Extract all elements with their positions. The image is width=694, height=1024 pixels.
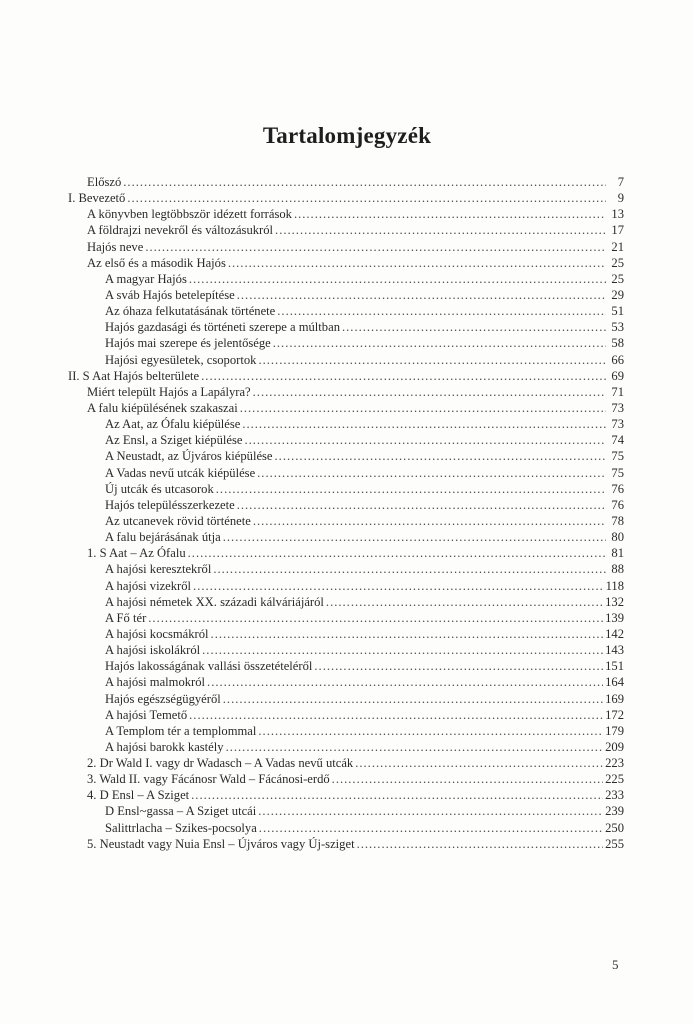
toc-entry: [68, 658, 624, 674]
toc-entry-title: Hajós neve: [87, 239, 144, 254]
dot-leader: [193, 578, 604, 594]
dot-leader: [355, 755, 603, 771]
toc-entry: [68, 723, 624, 739]
toc-entry-title: D Ensl~gassa – A Sziget utcái: [105, 804, 257, 819]
toc-entry-page: 17: [611, 223, 624, 238]
toc-entry-title: Miért települt Hajós a Lapályra?: [87, 384, 251, 399]
toc-entry-title: Hajós gazdasági és történeti szerepe a múltban: [105, 320, 340, 335]
toc-entry-page: 225: [605, 772, 624, 787]
dot-leader: [258, 352, 606, 368]
toc-entry: [68, 335, 624, 351]
toc-entry-page: 255: [605, 836, 624, 851]
dot-leader: [294, 206, 606, 222]
toc-entry: [68, 303, 624, 319]
toc-entry: [68, 626, 624, 642]
toc-entry: [68, 513, 624, 529]
toc-entry-page: 179: [605, 723, 624, 738]
toc-entry-title: A Neustadt, az Újváros kiépülése: [105, 449, 273, 464]
toc-entry-title: Előszó: [87, 175, 122, 189]
toc-entry: [68, 432, 624, 448]
toc-entry-title: A Vadas nevű utcák kiépülése: [105, 465, 256, 480]
toc-entry: [68, 481, 624, 497]
toc-entry-page: 151: [605, 659, 624, 674]
toc-entry-page: 13: [611, 207, 624, 222]
toc-entry: [68, 319, 624, 335]
toc-entry: [68, 803, 624, 819]
toc-entry-page: 80: [611, 530, 624, 545]
toc-entry-page: 7: [617, 175, 624, 189]
toc-entry-page: 76: [611, 497, 624, 512]
toc-entry-title: 1. S Aat – Az Ófalu: [87, 546, 186, 561]
toc-entry-title: 4. D Ensl – A Sziget: [87, 788, 190, 803]
dot-leader: [145, 239, 606, 255]
toc-entry-title: Hajós mai szerepe és jelentősége: [105, 336, 271, 351]
dot-leader: [202, 642, 603, 658]
toc-entry: [68, 174, 624, 190]
toc-entry-title: A Templom tér a templommal: [105, 723, 257, 738]
toc-entry: [68, 400, 624, 416]
toc-entry-title: A falu kiépülésének szakaszai: [87, 400, 238, 415]
toc-entry: [68, 836, 624, 852]
toc-entry: [68, 771, 624, 787]
toc-entry-page: 51: [611, 304, 624, 319]
toc-entry: [68, 755, 624, 771]
toc-entry: [68, 497, 624, 513]
toc-entry-title: Hajós egészségügyéről: [105, 691, 221, 706]
dot-leader: [258, 803, 603, 819]
dot-leader: [242, 416, 606, 432]
toc-entry-title: Az Ensl, a Sziget kiépülése: [105, 433, 243, 448]
dot-leader: [253, 384, 606, 400]
toc-entry: [68, 642, 624, 658]
toc-entry: [68, 561, 624, 577]
toc-entry-page: 132: [605, 594, 624, 609]
toc-entry-title: Hajósi egyesületek, csoportok: [105, 352, 257, 367]
dot-leader: [240, 400, 606, 416]
table-of-contents: [68, 174, 624, 852]
dot-leader: [257, 465, 606, 481]
toc-entry-page: 74: [611, 433, 624, 448]
dot-leader: [326, 594, 603, 610]
toc-entry-page: 143: [605, 643, 624, 658]
toc-entry-title: Új utcák és utcasorok: [105, 481, 214, 496]
toc-entry: [68, 529, 624, 545]
toc-entry-page: 81: [611, 546, 624, 561]
toc-entry-page: 139: [605, 610, 624, 625]
toc-entry: [68, 206, 624, 222]
toc-entry: [68, 820, 624, 836]
dot-leader: [314, 658, 603, 674]
toc-entry-title: II. S Aat Hajós belterülete: [68, 368, 200, 383]
toc-entry: [68, 545, 624, 561]
toc-entry-page: 73: [611, 400, 624, 415]
toc-entry-page: 25: [611, 255, 624, 270]
toc-entry-title: I. Bevezető: [68, 191, 126, 206]
dot-leader: [226, 739, 604, 755]
toc-entry-page: 172: [605, 707, 624, 722]
toc-entry-page: 233: [605, 788, 624, 803]
dot-leader: [223, 529, 606, 545]
toc-entry: [68, 707, 624, 723]
toc-entry-page: 9: [617, 191, 624, 206]
toc-entry-title: A hajósi kocsmákról: [105, 626, 209, 641]
dot-leader: [244, 432, 606, 448]
toc-entry-page: 250: [605, 820, 624, 835]
toc-entry: [68, 271, 624, 287]
toc-entry-title: Hajós településszerkezete: [105, 497, 235, 512]
dot-leader: [211, 626, 604, 642]
toc-entry-title: Az utcanevek rövid története: [105, 513, 251, 528]
toc-entry: [68, 578, 624, 594]
dot-leader: [127, 190, 606, 206]
toc-entry: [68, 691, 624, 707]
toc-entry-page: 164: [605, 675, 624, 690]
toc-entry-page: 169: [605, 691, 624, 706]
toc-entry: [68, 739, 624, 755]
dot-leader: [148, 610, 603, 626]
toc-entry-title: 5. Neustadt vagy Nuia Ensl – Újváros vagy Új-sziget: [87, 836, 355, 851]
toc-entry-page: 223: [605, 756, 624, 771]
dot-leader: [189, 271, 606, 287]
dot-leader: [216, 481, 606, 497]
toc-entry: [68, 610, 624, 626]
toc-entry: [68, 190, 624, 206]
dot-leader: [213, 561, 606, 577]
toc-entry-page: 71: [611, 384, 624, 399]
dot-leader: [228, 255, 606, 271]
toc-entry-title: A Fő tér: [105, 610, 147, 625]
toc-entry-page: 76: [611, 481, 624, 496]
toc-entry-title: A hajósi keresztekről: [105, 562, 212, 577]
toc-entry-page: 69: [611, 368, 624, 383]
toc-entry-title: A hajósi malmokról: [105, 675, 206, 690]
toc-entry: [68, 448, 624, 464]
toc-entry-title: Az óhaza felkutatásának története: [105, 304, 276, 319]
toc-entry-page: 209: [605, 739, 624, 754]
dot-leader: [188, 545, 606, 561]
toc-entry-title: A magyar Hajós: [105, 271, 187, 286]
toc-entry-page: 118: [605, 578, 624, 593]
dot-leader: [253, 513, 606, 529]
toc-entry-page: 25: [611, 271, 624, 286]
toc-entry-page: 75: [611, 449, 624, 464]
toc-entry-page: 66: [611, 352, 624, 367]
toc-entry: [68, 255, 624, 271]
dot-leader: [275, 448, 606, 464]
dot-leader: [258, 723, 603, 739]
toc-entry: [68, 368, 624, 384]
toc-entry-title: A könyvben legtöbbször idézett források: [87, 207, 292, 222]
toc-entry-page: 239: [605, 804, 624, 819]
toc-entry-page: 58: [611, 336, 624, 351]
toc-entry-page: 88: [611, 562, 624, 577]
toc-entry-title: A földrajzi nevekről és változásukról: [87, 223, 274, 238]
dot-leader: [223, 691, 603, 707]
toc-entry-title: A hajósi iskolákról: [105, 643, 201, 658]
dot-leader: [237, 287, 606, 303]
dot-leader: [357, 836, 604, 852]
toc-entry: [68, 416, 624, 432]
toc-entry: [68, 465, 624, 481]
dot-leader: [273, 335, 606, 351]
toc-entry: [68, 352, 624, 368]
toc-entry-title: Hajós lakosságának vallási összetételéről: [105, 659, 313, 674]
toc-entry-title: A hajósi barokk kastély: [105, 739, 224, 754]
toc-entry-title: A sváb Hajós betelepítése: [105, 287, 235, 302]
toc-entry-title: A falu bejárásának útja: [105, 530, 221, 545]
dot-leader: [275, 222, 606, 238]
toc-entry-title: A hajósi vizekről: [105, 578, 192, 593]
dot-leader: [277, 303, 606, 319]
dot-leader: [237, 497, 606, 513]
dot-leader: [332, 771, 603, 787]
toc-entry-title: A hajósi németek XX. századi kálváriájáról: [105, 594, 324, 609]
toc-entry-page: 73: [611, 417, 624, 432]
toc-entry-page: 75: [611, 465, 624, 480]
dot-leader: [259, 820, 603, 836]
dot-leader: [201, 368, 606, 384]
toc-entry-title: 3. Wald II. vagy Fácánosr Wald – Fácánosi-erdő: [87, 772, 330, 787]
dot-leader: [189, 707, 603, 723]
dot-leader: [191, 787, 603, 803]
toc-entry-page: 78: [611, 513, 624, 528]
toc-entry-title: Salittrlacha – Szikes-pocsolya: [105, 820, 257, 835]
dot-leader: [123, 174, 606, 190]
toc-entry: [68, 674, 624, 690]
toc-entry-page: 142: [605, 626, 624, 641]
toc-entry: [68, 239, 624, 255]
toc-entry-title: Az első és a második Hajós: [87, 255, 226, 270]
toc-entry: [68, 384, 624, 400]
toc-entry-title: A hajósi Temető: [105, 707, 188, 722]
dot-leader: [207, 674, 603, 690]
toc-entry: [68, 222, 624, 238]
toc-entry: [68, 287, 624, 303]
toc-entry-page: 53: [611, 320, 624, 335]
toc-entry-title: 2. Dr Wald I. vagy dr Wadasch – A Vadas nevű utcák: [87, 756, 354, 771]
page-title: Tartalomjegyzék: [262, 123, 432, 149]
toc-entry-title: Az Aat, az Ófalu kiépülése: [105, 417, 241, 432]
dot-leader: [342, 319, 606, 335]
toc-entry: [68, 594, 624, 610]
page-number: 5: [612, 957, 619, 972]
toc-entry-page: 21: [611, 239, 624, 254]
toc-entry: [68, 787, 624, 803]
toc-entry-page: 29: [611, 287, 624, 302]
